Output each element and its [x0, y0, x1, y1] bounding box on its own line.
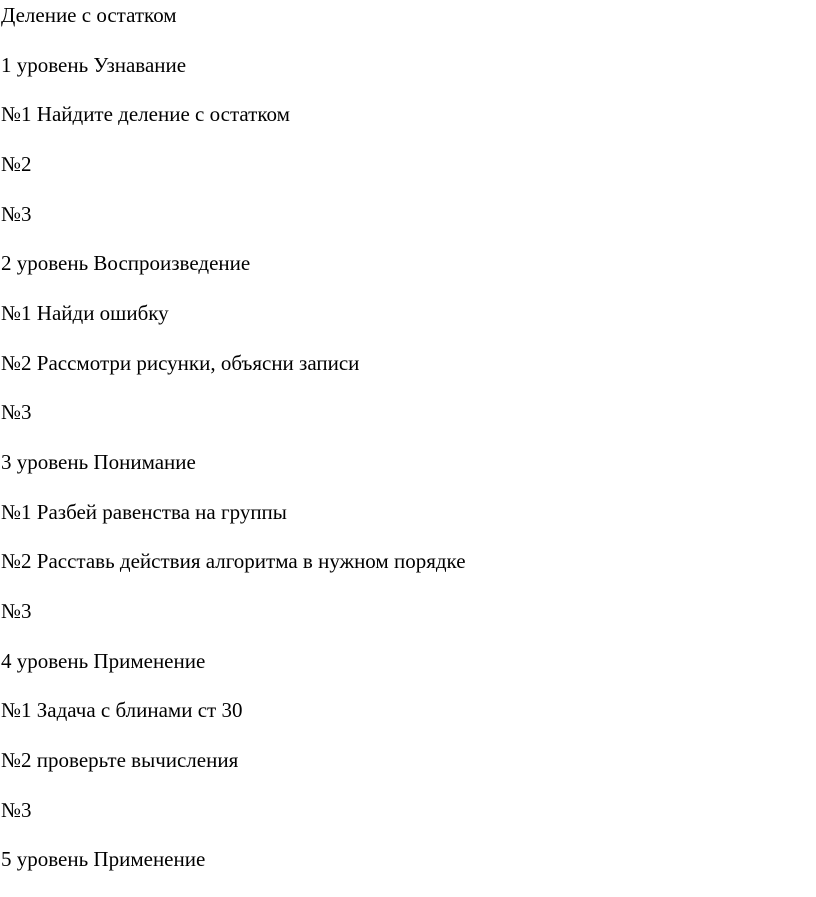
- document-title: Деление с остатком: [1, 3, 177, 27]
- level-4-heading: 4 уровень Применение: [1, 649, 206, 673]
- level-4-task-1: №1 Задача с блинами ст 30: [1, 698, 243, 722]
- level-3-task-2: №2 Расставь действия алгоритма в нужном порядке: [1, 549, 466, 573]
- level-2-heading: 2 уровень Воспроизведение: [1, 251, 251, 275]
- level-1-task-3: №3: [1, 202, 32, 226]
- level-2-task-3: №3: [1, 400, 32, 424]
- level-2-task-1: №1 Найди ошибку: [1, 301, 169, 325]
- level-2-task-2: №2 Рассмотри рисунки, объясни записи: [1, 351, 360, 375]
- level-3-task-1: №1 Разбей равенства на группы: [1, 500, 287, 524]
- level-1-task-2: №2: [1, 152, 32, 176]
- level-3-heading: 3 уровень Понимание: [1, 450, 196, 474]
- level-1-task-1: №1 Найдите деление с остатком: [1, 102, 290, 126]
- level-3-task-3: №3: [1, 599, 32, 623]
- level-4-task-3: №3: [1, 798, 32, 822]
- level-1-heading: 1 уровень Узнавание: [1, 53, 187, 77]
- level-4-task-2: №2 проверьте вычисления: [1, 748, 239, 772]
- level-5-heading: 5 уровень Применение: [1, 847, 206, 871]
